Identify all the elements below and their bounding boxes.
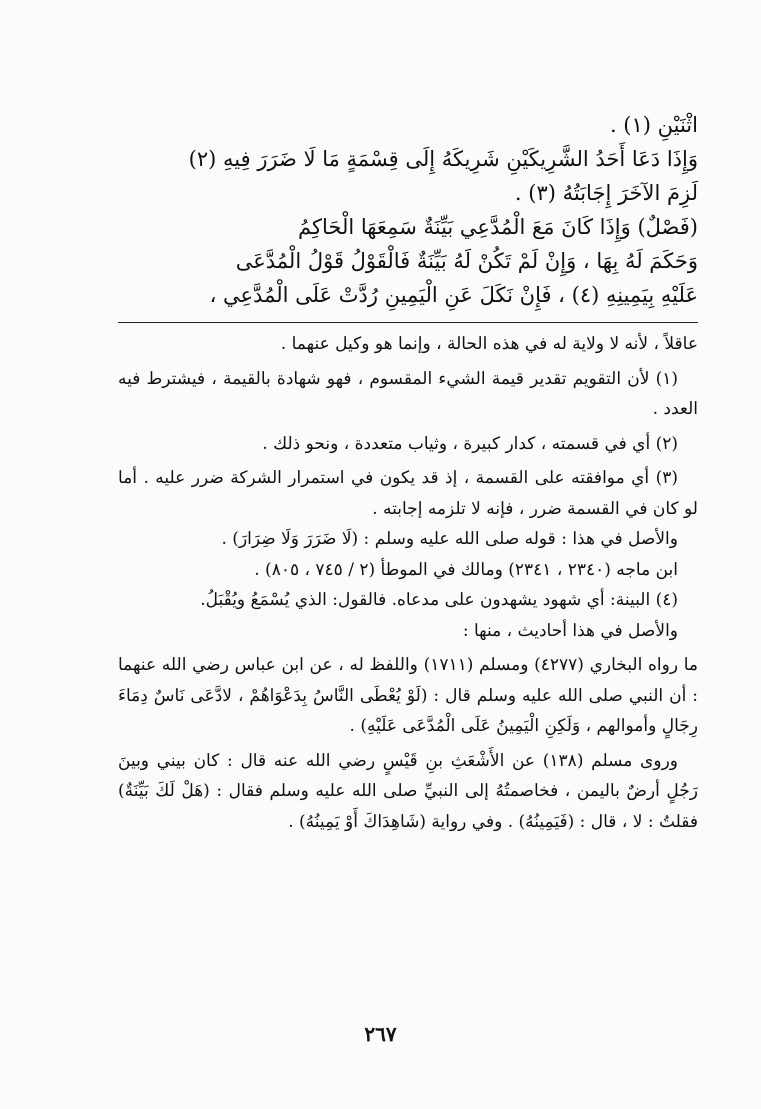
- footnotes: [118, 329, 698, 837]
- main-line: اثْنَيْنِ (١) .: [609, 113, 698, 137]
- footnote-paragraph: (١) لأن التقويم تقدير قيمة الشيء المقسوم ، فهو شهادة بالقيمة ، فيشترط فيه العدد .: [118, 368, 698, 419]
- footnote-divider: [118, 322, 698, 323]
- main-text: [118, 108, 698, 312]
- footnote-paragraph: عاقلاً ، لأنه لا ولاية له في هذه الحالة ، وإنما هو وكيل عنهما .: [280, 334, 698, 354]
- footnote-paragraph: (٣) أي موافقته على القسمة ، إذ قد يكون في استمرار الشركة ضرر عليه . أما لو كان في القسمة ضرر ، فإنه لا تلزمه إجابته .: [118, 468, 698, 519]
- footnote-paragraph: والأصل في هذا أحاديث ، منها :: [462, 620, 678, 641]
- footnote-paragraph: ابن ماجه (٢٣٤٠ ، ٢٣٤١) ومالك في الموطأ (٢ / ٧٤٥ ، ٨٠٥) .: [254, 559, 678, 580]
- footnote-paragraph: والأصل في هذا : قوله صلى الله عليه وسلم : (لَا ضَرَرَ وَلَا ضِرَارَ) .: [221, 529, 678, 549]
- main-line: لَزِمَ الآخَرَ إِجَابَتُهُ (٣) .: [514, 181, 698, 205]
- main-line: وَحَكَمَ لَهُ بِهَا ، وَإِنْ لَمْ تَكُنْ لَهُ بَيِّنَةٌ فَالْقَوْلُ قَوْلُ الْمُدَّعَى: [235, 249, 698, 273]
- main-line: (فَصْلٌ) وَإِذَا كَانَ مَعَ الْمُدَّعِي بَيِّنَةٌ سَمِعَهَا الْحَاكِمُ: [298, 215, 698, 239]
- footnote-paragraph: ما رواه البخاري (٤٢٧٧) ومسلم (١٧١١) واللفظ له ، عن ابن عباس رضي الله عنهما : أن النبي صلى الله عليه وسلم قال : (لَوْ يُعْطَى النَّاسُ بِدَعْوَاهُمْ ، لادَّعَى نَاسٌ دِمَاءَ رِجَالٍ وأموالهم ، وَلَكِنِ الْيَمِينُ عَلَى الْمُدَّعَى عَلَيْهِ) .: [118, 655, 698, 736]
- footnote-paragraph: (٢) أي في قسمته ، كدار كبيرة ، وثياب متعددة ، ونحو ذلك .: [262, 433, 678, 454]
- page-body: [118, 108, 698, 837]
- page-number: ٢٦٧: [364, 1022, 397, 1046]
- main-line: عَلَيْهِ بِيَمِينِهِ (٤) ، فَإِنْ نَكَلَ عَنِ الْيَمِينِ رُدَّتْ عَلَى الْمُدَّعِي ،: [209, 283, 698, 307]
- main-line: وَإِذَا دَعَا أَحَدُ الشَّرِيكَيْنِ شَرِيكَهُ إِلَى قِسْمَةٍ مَا لَا ضَرَرَ فِيهِ (٢): [188, 147, 698, 171]
- footnote-paragraph: وروى مسلم (١٣٨) عن الأَشْعَثِ بنِ قَيْسٍ رضي الله عنه قال : كان بيني وبينَ رَجُلٍ أرضٌ باليمن ، فخاصمتُهُ إلى النبيِّ صلى الله عليه وسلم فقال : (هَلْ لَكَ بَيِّنَةٌ) فقلتُ : لا ، قال : (فَيَمِينُهُ) . وفي رواية (شَاهِدَاكَ أَوْ يَمِينُهُ) .: [118, 750, 698, 832]
- footnote-paragraph: (٤) البينة: أي شهود يشهدون على مدعاه. فالقول: الذي يُسْمَعُ ويُقْبَلُ.: [200, 590, 678, 610]
